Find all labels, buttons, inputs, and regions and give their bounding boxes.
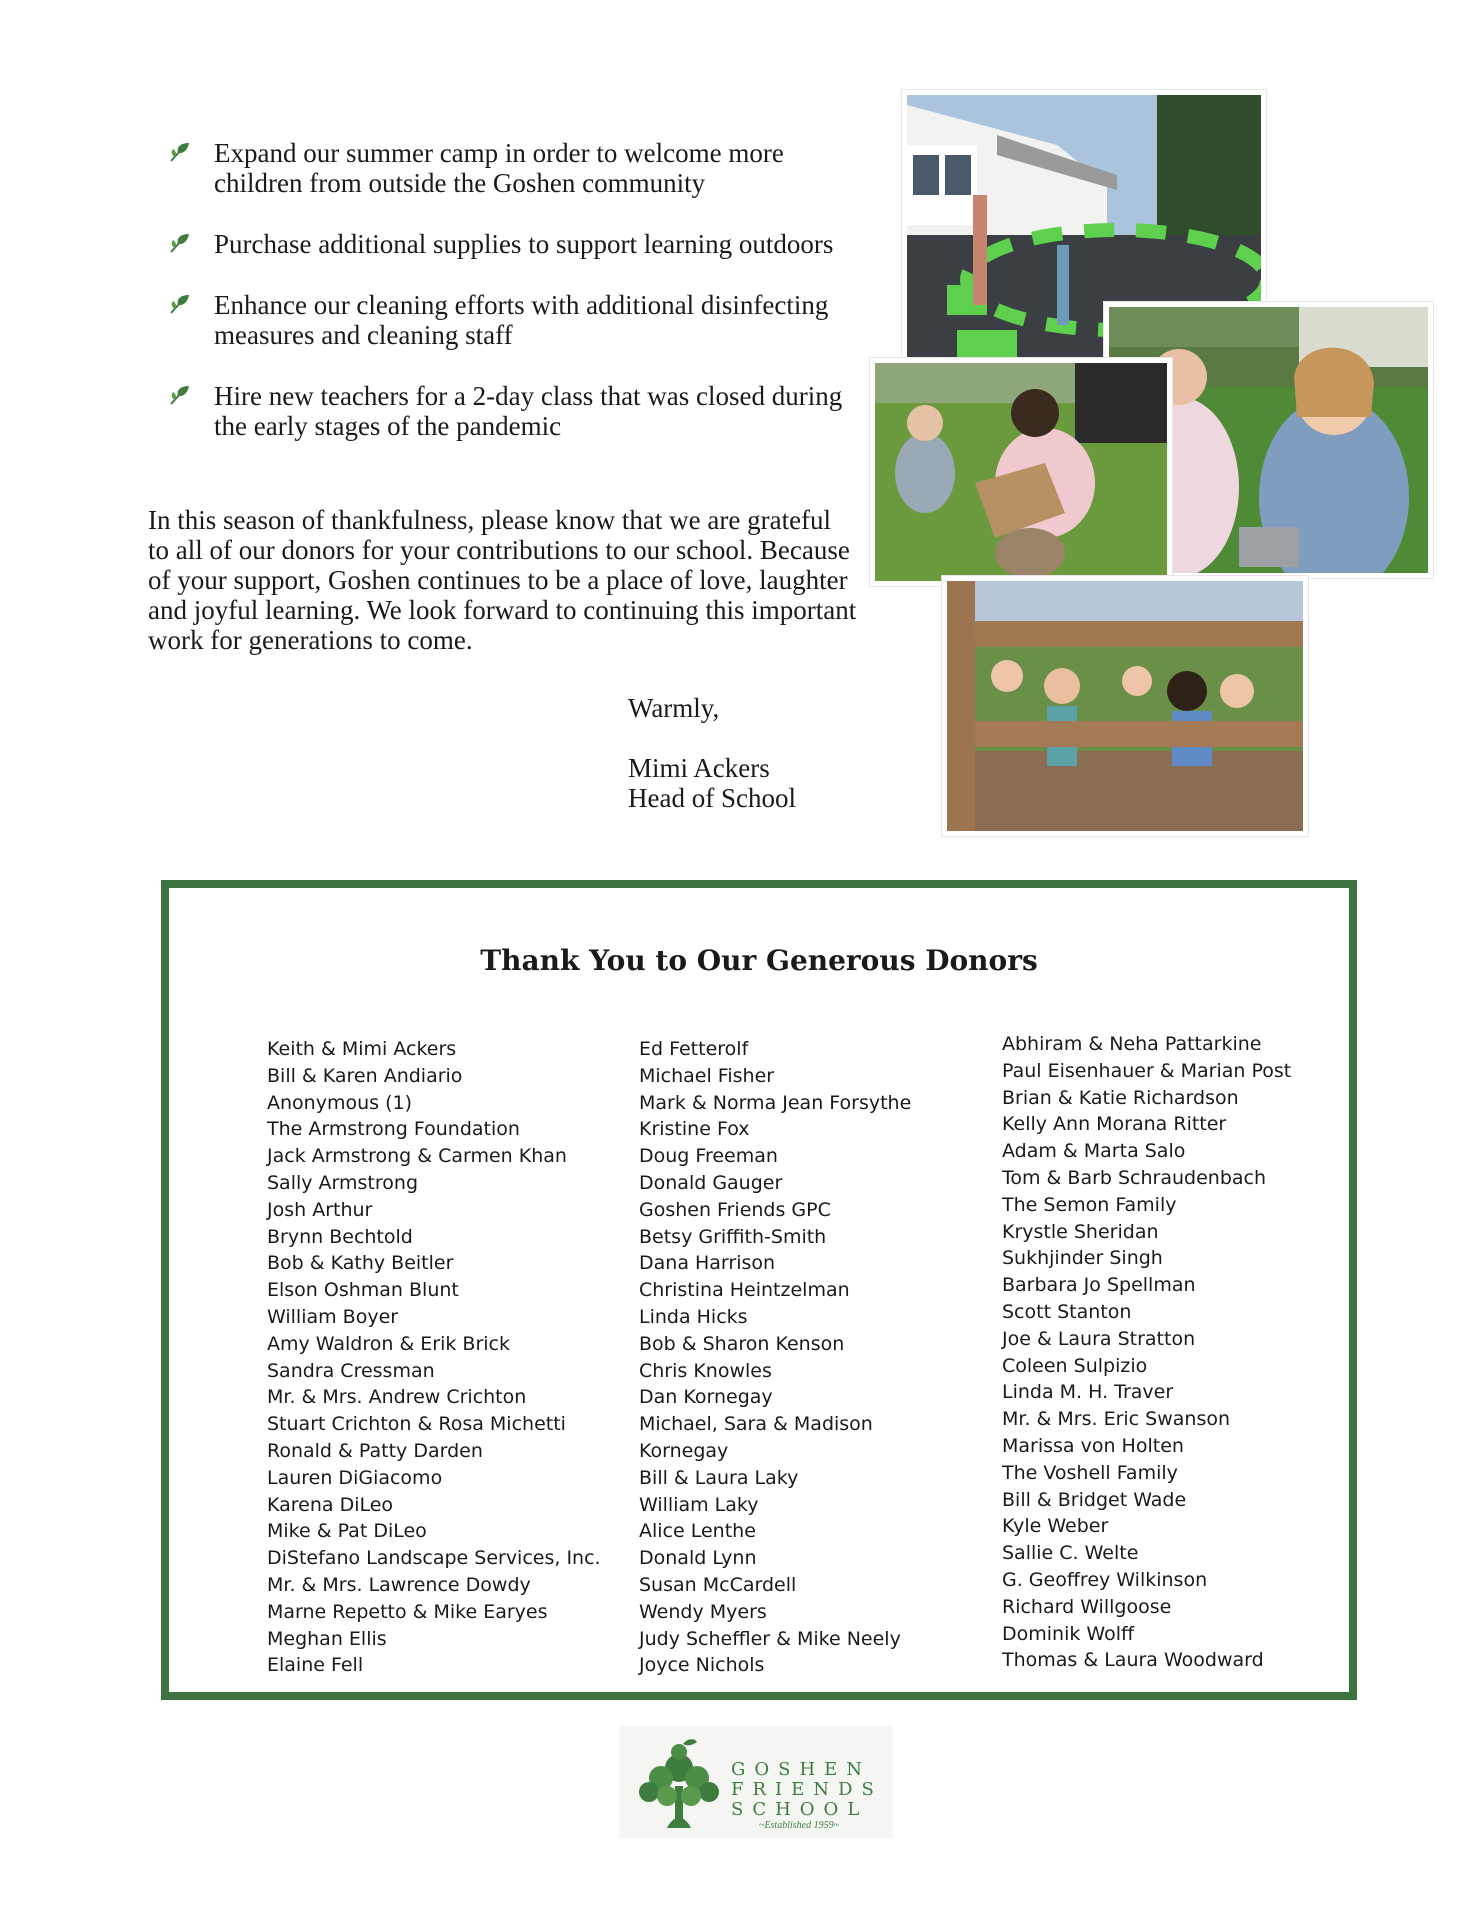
goal-text: Purchase additional supplies to support learning outdoors [214,229,834,259]
donor-name: William Boyer [267,1305,399,1328]
donor-name: Meghan Ellis [267,1627,387,1650]
donor-name: Sally Armstrong [267,1171,418,1194]
donor-name: Dominik Wolff [1002,1622,1135,1645]
leaf-bullet-icon [168,140,192,164]
donor-name: Dan Kornegay [639,1386,773,1409]
donor-list-panel [161,880,1357,1700]
tree-logo-icon [631,1734,727,1832]
donor-name: Susan McCardell [639,1573,797,1596]
donor-name: Mike & Pat DiLeo [267,1520,427,1543]
donor-name: Elson Oshman Blunt [267,1279,459,1302]
donor-name: Brynn Bechtold [267,1225,413,1248]
leaf-bullet-icon [168,231,192,255]
leaf-bullet-icon [168,292,192,316]
donor-name: The Semon Family [1002,1193,1177,1216]
logo-line-friends: FRIENDS [731,1779,883,1800]
donor-name: Michael, Sara & Madison [639,1413,873,1436]
goal-text: Hire new teachers for a 2-day class that was closed during the early stages of the pandemic [214,381,843,441]
donor-name: Lauren DiGiacomo [267,1466,443,1489]
photo-nature-craft [870,358,1172,586]
donor-name: Barbara Jo Spellman [1002,1274,1196,1297]
donor-name: Josh Arthur [267,1198,373,1221]
donor-name: Bob & Kathy Beitler [267,1252,454,1275]
donor-name: Keith & Mimi Ackers [267,1038,457,1060]
donor-name: Paul Eisenhauer & Marian Post [1002,1059,1292,1082]
school-logo [619,1726,893,1838]
donor-name: Tom & Barb Schraudenbach [1002,1166,1267,1189]
donor-name: Marne Repetto & Mike Earyes [267,1600,548,1623]
donor-name: Christina Heintzelman [639,1279,850,1302]
donor-name: Donald Gauger [639,1171,783,1194]
leaf-bullet-icon [168,383,192,407]
donor-name: Richard Willgoose [1002,1595,1172,1618]
closing: Warmly, [628,693,720,723]
donor-name: Kristine Fox [639,1118,750,1141]
donor-name: Alice Lenthe [639,1520,756,1543]
donor-name: Amy Waldron & Erik Brick [267,1332,511,1355]
logo-established: ~Established 1959~ [759,1820,839,1831]
donor-name: Donald Lynn [639,1547,757,1570]
donor-name: Michael Fisher [639,1064,775,1087]
donor-name: Kyle Weber [1002,1515,1109,1538]
goal-item [168,138,868,198]
donor-name: G. Geoffrey Wilkinson [1002,1568,1208,1591]
donor-name: Adam & Marta Salo [1002,1140,1186,1163]
goal-text: Expand our summer camp in order to welcome more children from outside the Goshen community [214,138,784,198]
donor-name: Bill & Karen Andiario [267,1064,463,1087]
goals-list [168,138,868,472]
donor-name: DiStefano Landscape Services, Inc. [267,1547,601,1570]
donor-name: Judy Scheffler & Mike Neely [639,1627,901,1650]
donor-name: The Armstrong Foundation [267,1118,520,1141]
goal-item [168,290,868,350]
donor-list-title: Thank You to Our Generous Donors [480,944,1038,977]
donor-name: Karena DiLeo [267,1493,394,1516]
donor-name: Joyce Nichols [639,1654,765,1677]
donor-name: Mark & Norma Jean Forsythe [639,1091,912,1114]
donor-name: Doug Freeman [639,1145,778,1168]
donor-name: William Laky [639,1493,759,1516]
donor-name: Kelly Ann Morana Ritter [1002,1113,1227,1136]
donor-name: Krystle Sheridan [1002,1220,1159,1243]
donor-name: Goshen Friends GPC [639,1198,831,1221]
goal-item [168,229,868,259]
donor-name: Elaine Fell [267,1654,364,1677]
donor-name: Mr. & Mrs. Eric Swanson [1002,1408,1231,1431]
logo-line-goshen: GOSHEN [731,1759,872,1780]
donor-name: Sallie C. Welte [1002,1542,1139,1565]
donor-name: Mr. & Mrs. Lawrence Dowdy [267,1573,531,1596]
donor-name: Sandra Cressman [267,1359,435,1382]
donor-name: Sukhjinder Singh [1002,1247,1163,1270]
donor-name: Linda M. H. Traver [1002,1381,1174,1404]
goal-item [168,381,868,441]
donor-name: Bill & Bridget Wade [1002,1488,1187,1511]
donor-name: Brian & Katie Richardson [1002,1086,1239,1109]
donor-name: Coleen Sulpizio [1002,1354,1148,1377]
donor-column [1002,1031,1291,1674]
photo-children-at-fence [942,576,1308,836]
donor-name: Chris Knowles [639,1359,772,1382]
signer-title: Head of School [628,783,796,813]
goal-text: Enhance our cleaning efforts with additional disinfecting measures and cleaning staff [214,290,829,350]
signer-name: Mimi Ackers [628,753,770,783]
donor-name: Bob & Sharon Kenson [639,1332,845,1355]
donor-name: Ed Fetterolf [639,1038,749,1060]
signature-block [628,693,796,813]
donor-name: Joe & Laura Stratton [1002,1327,1196,1350]
donor-name: Dana Harrison [639,1252,776,1275]
donor-column [639,1036,911,1679]
donor-name: Betsy Griffith-Smith [639,1225,827,1248]
donor-name: Abhiram & Neha Pattarkine [1002,1033,1262,1055]
donor-name: The Voshell Family [1002,1461,1178,1484]
donor-name: Kornegay [639,1439,729,1462]
donor-name: Linda Hicks [639,1305,748,1328]
logo-wordmark [731,1760,883,1820]
thanks-paragraph: In this season of thankfulness, please know that we are grateful to all of our donors for your contributions to our school. Because of your support, Goshen continues to be a place of love, laughter and joyful learning. We look forward to continuing this important work for generations to come. [148,505,857,655]
donor-name: Mr. & Mrs. Andrew Crichton [267,1386,527,1409]
donor-name: Thomas & Laura Woodward [1002,1649,1264,1672]
donor-name: Wendy Myers [639,1600,767,1623]
logo-line-school: SCHOOL [731,1799,869,1820]
donor-name: Anonymous (1) [267,1091,412,1114]
donor-name: Scott Stanton [1002,1300,1132,1323]
donor-name: Marissa von Holten [1002,1434,1184,1457]
donor-name: Stuart Crichton & Rosa Michetti [267,1413,566,1436]
donor-name: Jack Armstrong & Carmen Khan [267,1145,567,1168]
donor-column [267,1036,601,1679]
donor-name: Bill & Laura Laky [639,1466,799,1489]
donor-name: Ronald & Patty Darden [267,1439,483,1462]
